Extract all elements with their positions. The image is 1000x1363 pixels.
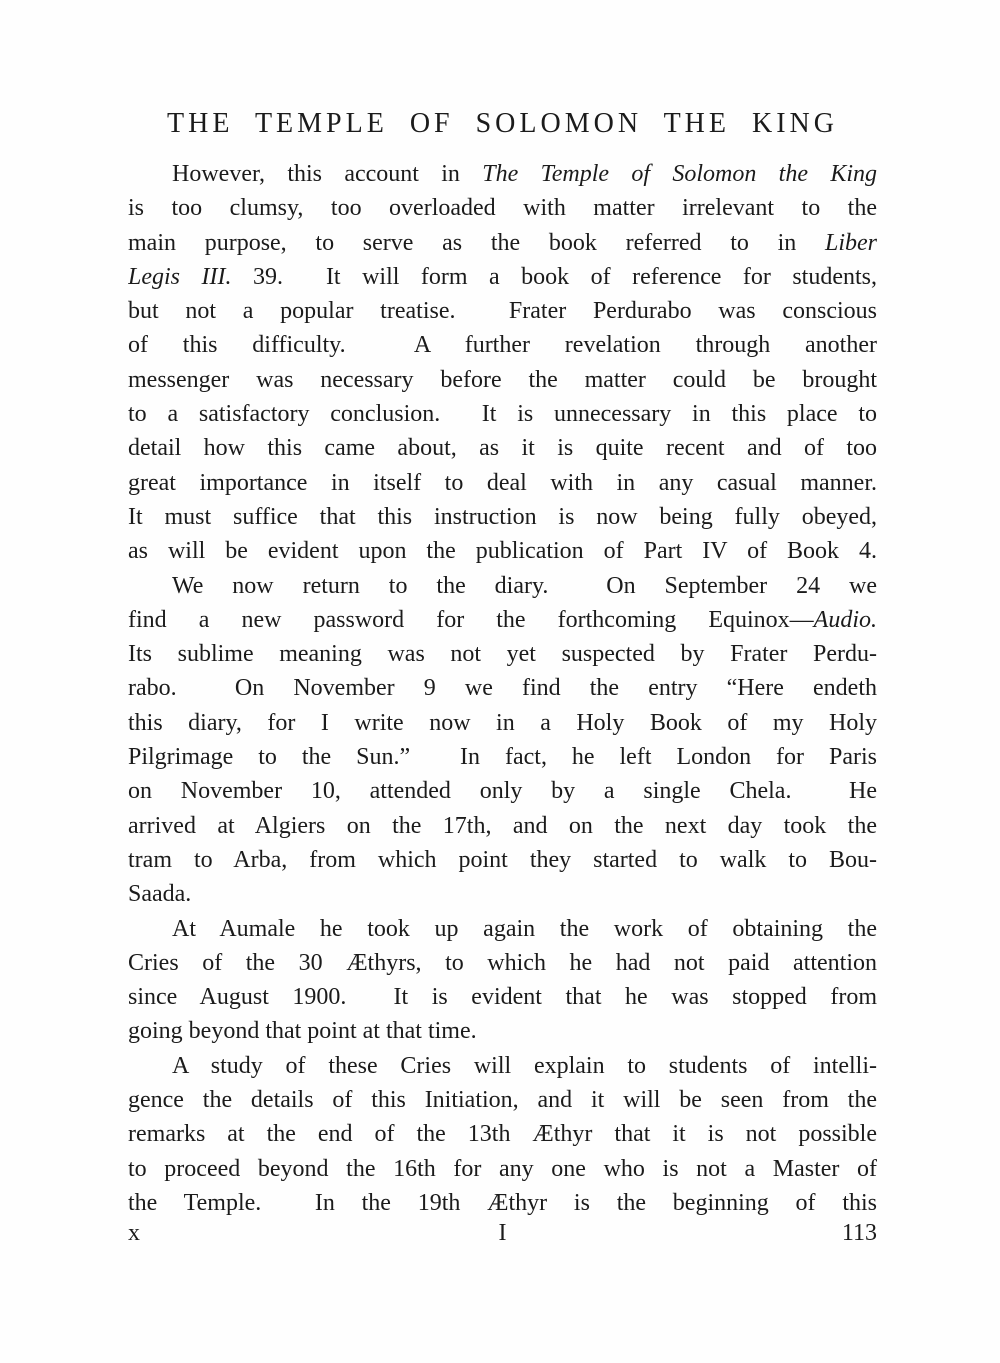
text-line (128, 260, 877, 294)
text-segment: remarks at the end of the 13th Æthyr that it is not possible (128, 1121, 877, 1148)
text-segment: gence the details of this Initiation, and it will be seen from the (128, 1087, 877, 1114)
text-segment: It must suffice that this instruction is now being fully obeyed, (128, 503, 877, 530)
text-segment: A study of these Cries will explain to students of intelli- (172, 1052, 877, 1079)
text-line (128, 877, 877, 911)
text-segment: main purpose, to serve as the book referred to in (128, 229, 825, 256)
text-segment: detail how this came about, as it is quite recent and of too (128, 435, 877, 462)
text-line (128, 809, 877, 843)
page-footer (128, 1216, 877, 1250)
text-segment-italic: Audio. (813, 606, 877, 633)
footer-signature-left: x (128, 1220, 140, 1246)
text-segment: tram to Arba, from which point they started to walk to Bou- (128, 846, 877, 873)
text-line (128, 706, 877, 740)
text-line (128, 774, 877, 808)
text-segment: Cries of the 30 Æthyrs, to which he had not paid attention (128, 949, 877, 976)
text-segment: is too clumsy, too overloaded with matter irrelevant to the (128, 195, 877, 222)
text-segment: Its sublime meaning was not yet suspected by Frater Perdu- (128, 641, 877, 668)
text-line (128, 397, 877, 431)
text-line (128, 740, 877, 774)
text-segment: but not a popular treatise. Frater Perdurabo was conscious (128, 298, 877, 325)
text-segment: arrived at Algiers on the 17th, and on the next day took the (128, 812, 877, 839)
text-line (128, 980, 877, 1014)
text-line (128, 431, 877, 465)
text-segment: messenger was necessary before the matter could be brought (128, 366, 877, 393)
text-line (128, 843, 877, 877)
text-segment: going beyond that point at that time. (128, 1018, 477, 1045)
text-segment-italic: The Temple of Solomon the King (482, 161, 877, 187)
text-segment: as will be evident upon the publication of Part IV of Book 4. (128, 538, 877, 565)
text-line (128, 226, 877, 260)
text-line (128, 569, 877, 603)
text-line (128, 603, 877, 637)
text-segment-italic: Legis III. (128, 263, 232, 290)
text-line (128, 328, 877, 362)
text-segment: to a satisfactory conclusion. It is unnecessary in this place to (128, 401, 877, 428)
text-segment: the Temple. In the 19th Æthyr is the beginning of this (128, 1189, 877, 1216)
text-line (128, 534, 877, 568)
text-segment: Pilgrimage to the Sun.” In fact, he left London for Paris (128, 744, 877, 771)
text-segment: since August 1900. It is evident that he was stopped from (128, 984, 877, 1011)
text-line (128, 294, 877, 328)
text-line (128, 1049, 877, 1083)
text-line (128, 157, 877, 191)
text-line (128, 912, 877, 946)
text-line (128, 500, 877, 534)
text-line (128, 466, 877, 500)
text-segment: We now return to the diary. On September 24 we (172, 572, 877, 599)
text-line (128, 1117, 877, 1151)
text-line (128, 363, 877, 397)
text-block (128, 157, 877, 1220)
page-title: THE TEMPLE OF SOLOMON THE KING (167, 108, 838, 139)
text-segment: However, this account in (172, 161, 483, 187)
text-segment: to proceed beyond the 16th for any one who is not a Master of (128, 1155, 877, 1182)
text-segment: 39. It will form a book of reference for students, (231, 263, 877, 290)
text-line (128, 191, 877, 225)
text-segment-italic: Liber (824, 229, 877, 256)
text-segment: this diary, for I write now in a Holy Book of my Holy (128, 709, 877, 736)
text-line (128, 1152, 877, 1186)
text-segment: on November 10, attended only by a single Chela. He (128, 778, 877, 805)
text-segment: great importance in itself to deal with in any casual manner. (128, 469, 877, 496)
paragraph (128, 569, 877, 912)
text-line (128, 671, 877, 705)
paragraph (128, 157, 877, 569)
footer-page-number: 113 (841, 1220, 877, 1246)
text-segment: find a new password for the forthcoming Equinox— (128, 606, 814, 633)
text-line (128, 1014, 877, 1048)
text-segment: At Aumale he took up again the work of obtaining the (172, 915, 877, 942)
text-segment: of this difficulty. A further revelation through another (128, 332, 877, 359)
footer-signature-center: I (498, 1220, 507, 1246)
text-line (128, 946, 877, 980)
paragraph (128, 1049, 877, 1220)
text-line (128, 637, 877, 671)
paragraph (128, 912, 877, 1049)
text-segment: rabo. On November 9 we find the entry “Here endeth (128, 675, 877, 702)
text-segment: Saada. (128, 881, 192, 908)
text-line (128, 1083, 877, 1117)
